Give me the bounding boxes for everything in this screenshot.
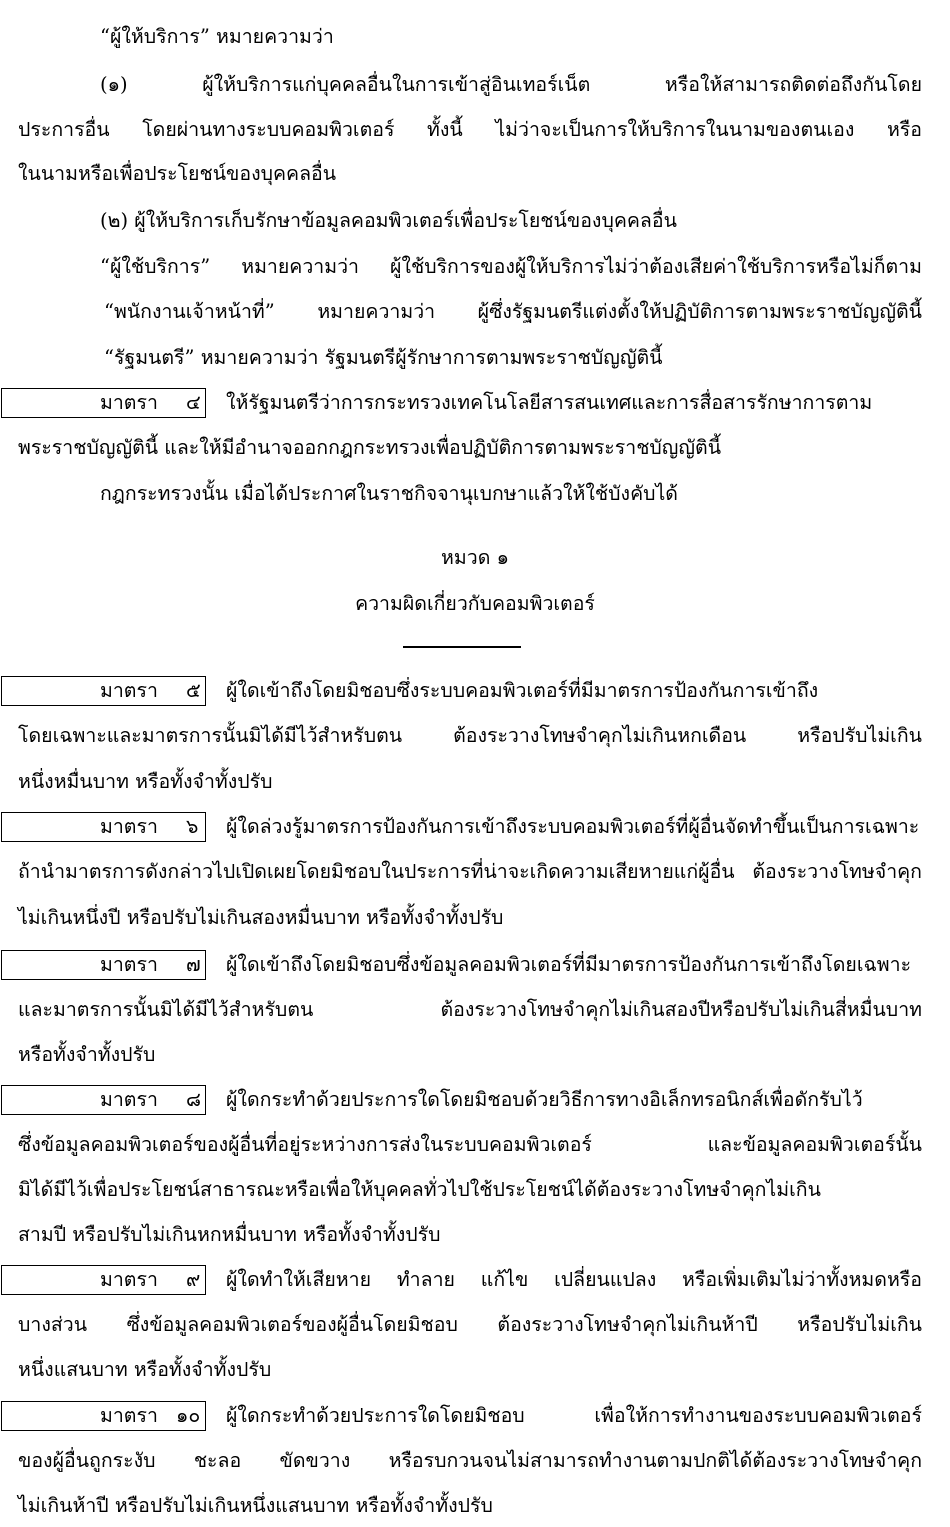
section-4-line1: ให้รัฐมนตรีว่าการกระทรวงเทคโนโลยีสารสนเทศและการสื่อสารรักษาการตาม bbox=[226, 391, 873, 414]
section-6-line2: ถ้านำมาตรการดังกล่าวไปเปิดเผยโดยมิชอบในประการที่น่าจะเกิดความเสียหายแก่ผู้อื่น ต้องระวางโทษจำคุก bbox=[18, 860, 922, 883]
section-4-line3: กฎกระทรวงนั้น เมื่อได้ประกาศในราชกิจจานุเบกษาแล้วให้ใช้บังคับได้ bbox=[100, 482, 678, 505]
section-8-line1: ผู้ใดกระทำด้วยประการใดโดยมิชอบด้วยวิธีการทางอิเล็กทรอนิกส์เพื่อดักรับไว้ bbox=[226, 1088, 863, 1111]
provider-item1-line1: (๑) ผู้ให้บริการแก่บุคคลอื่นในการเข้าสู่อินเทอร์เน็ต หรือให้สามารถติดต่อถึงกันโดย bbox=[100, 73, 922, 96]
section-4-number: ๔ bbox=[186, 391, 201, 414]
section-5-line2: โดยเฉพาะและมาตรการนั้นมิได้มีไว้สำหรับตน ต้องระวางโทษจำคุกไม่เกินหกเดือน หรือปรับไม่เกิน bbox=[18, 724, 922, 747]
section-5-label: มาตรา bbox=[100, 679, 158, 702]
section-9-number: ๙ bbox=[186, 1268, 201, 1291]
section-10-line2: ของผู้อื่นถูกระงับ ชะลอ ขัดขวาง หรือรบกวนจนไม่สามารถทำงานตามปกติได้ต้องระวางโทษจำคุก bbox=[18, 1449, 922, 1472]
chapter-divider bbox=[403, 646, 521, 648]
section-6-line1: ผู้ใดล่วงรู้มาตรการป้องกันการเข้าถึงระบบคอมพิวเตอร์ที่ผู้อื่นจัดทำขึ้นเป็นการเฉพาะ bbox=[226, 815, 920, 838]
section-9-line1: ผู้ใดทำให้เสียหาย ทำลาย แก้ไข เปลี่ยนแปลง หรือเพิ่มเติมไม่ว่าทั้งหมดหรือ bbox=[226, 1268, 922, 1291]
chapter-subtitle: ความผิดเกี่ยวกับคอมพิวเตอร์ bbox=[355, 592, 595, 615]
section-4-line2: พระราชบัญญัตินี้ และให้มีอำนาจออกกฎกระทรวงเพื่อปฏิบัติการตามพระราชบัญญัตินี้ bbox=[18, 436, 722, 459]
provider-item2: (๒) ผู้ให้บริการเก็บรักษาข้อมูลคอมพิวเตอร์เพื่อประโยชน์ของบุคคลอื่น bbox=[100, 209, 677, 232]
provider-item1-line3: ในนามหรือเพื่อประโยชน์ของบุคคลอื่น bbox=[18, 162, 337, 185]
section-5-number: ๕ bbox=[186, 679, 201, 702]
section-10-label: มาตรา bbox=[100, 1404, 158, 1427]
section-7-number: ๗ bbox=[186, 953, 201, 976]
section-7-line3: หรือทั้งจำทั้งปรับ bbox=[18, 1043, 156, 1066]
user-definition: “ผู้ใช้บริการ” หมายความว่า ผู้ใช้บริการของผู้ให้บริการไม่ว่าต้องเสียค่าใช้บริการหรือไม่ก็ตาม bbox=[100, 255, 922, 278]
section-8-line3: มิได้มีไว้เพื่อประโยชน์สาธารณะหรือเพื่อให้บุคคลทั่วไปใช้ประโยชน์ได้ต้องระวางโทษจำคุกไม่เกิน bbox=[18, 1178, 821, 1201]
section-8-label: มาตรา bbox=[100, 1088, 158, 1111]
section-4-label: มาตรา bbox=[100, 391, 158, 414]
section-8-line2: ซึ่งข้อมูลคอมพิวเตอร์ของผู้อื่นที่อยู่ระหว่างการส่งในระบบคอมพิวเตอร์ และข้อมูลคอมพิวเตอร์นั้น bbox=[18, 1133, 922, 1156]
section-7-line1: ผู้ใดเข้าถึงโดยมิชอบซึ่งข้อมูลคอมพิวเตอร์ที่มีมาตรการป้องกันการเข้าถึงโดยเฉพาะ bbox=[226, 953, 912, 976]
section-10-line1: ผู้ใดกระทำด้วยประการใดโดยมิชอบ เพื่อให้การทำงานของระบบคอมพิวเตอร์ bbox=[226, 1404, 922, 1427]
chapter-title: หมวด ๑ bbox=[441, 546, 509, 569]
section-10-line3: ไม่เกินห้าปี หรือปรับไม่เกินหนึ่งแสนบาท หรือทั้งจำทั้งปรับ bbox=[18, 1494, 493, 1517]
section-8-number: ๘ bbox=[186, 1088, 202, 1111]
provider-item1-line2: ประการอื่น โดยผ่านทางระบบคอมพิวเตอร์ ทั้งนี้ ไม่ว่าจะเป็นการให้บริการในนามของตนเอง หรือ bbox=[18, 118, 922, 141]
officer-definition: “พนักงานเจ้าหน้าที่” หมายความว่า ผู้ซึ่งรัฐมนตรีแต่งตั้งให้ปฏิบัติการตามพระราชบัญญัตินี้ bbox=[104, 300, 922, 323]
section-5-line1: ผู้ใดเข้าถึงโดยมิชอบซึ่งระบบคอมพิวเตอร์ที่มีมาตรการป้องกันการเข้าถึง bbox=[226, 679, 819, 702]
section-8-line4: สามปี หรือปรับไม่เกินหกหมื่นบาท หรือทั้งจำทั้งปรับ bbox=[18, 1223, 441, 1246]
section-6-number: ๖ bbox=[186, 815, 199, 838]
section-6-line3: ไม่เกินหนึ่งปี หรือปรับไม่เกินสองหมื่นบาท หรือทั้งจำทั้งปรับ bbox=[18, 906, 504, 929]
section-10-number: ๑๐ bbox=[176, 1404, 201, 1427]
minister-definition: “รัฐมนตรี” หมายความว่า รัฐมนตรีผู้รักษาการตามพระราชบัญญัตินี้ bbox=[104, 346, 663, 369]
section-9-line3: หนึ่งแสนบาท หรือทั้งจำทั้งปรับ bbox=[18, 1358, 272, 1381]
section-5-line3: หนึ่งหมื่นบาท หรือทั้งจำทั้งปรับ bbox=[18, 770, 273, 793]
section-9-label: มาตรา bbox=[100, 1268, 158, 1291]
section-6-label: มาตรา bbox=[100, 815, 158, 838]
section-7-line2: และมาตรการนั้นมิได้มีไว้สำหรับตน ต้องระวางโทษจำคุกไม่เกินสองปีหรือปรับไม่เกินสี่หมื่นบาท bbox=[18, 998, 922, 1021]
provider-definition: “ผู้ให้บริการ” หมายความว่า bbox=[100, 25, 334, 48]
section-7-label: มาตรา bbox=[100, 953, 158, 976]
section-9-line2: บางส่วน ซึ่งข้อมูลคอมพิวเตอร์ของผู้อื่นโดยมิชอบ ต้องระวางโทษจำคุกไม่เกินห้าปี หรือปรับไม่เกิน bbox=[18, 1313, 922, 1336]
